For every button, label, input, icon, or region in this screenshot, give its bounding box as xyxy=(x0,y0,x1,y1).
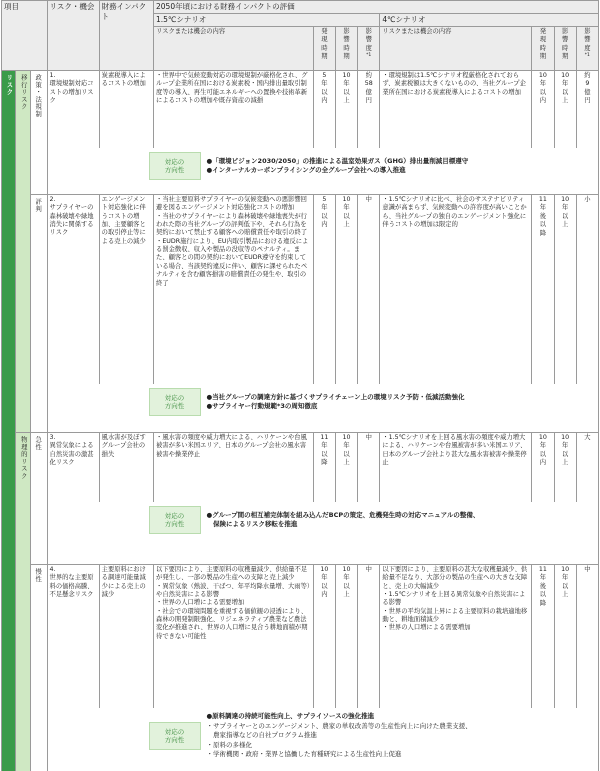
row4-impact: 主要原料における調達可能量減少による売上の減少 xyxy=(99,564,153,708)
response-label: 対応の 方向性 xyxy=(149,152,201,180)
header-item: 項目 xyxy=(2,1,48,71)
row4-content-15: 以下要因により、主要原料の収穫量減少、供給量不足が発生し、一部の製品の生産への支障と売上減少 ・異常気象（熱波、干ばつ、年平均降水量増、大雨等）や自然災害による影響 ・世界の人口増による需要増加 ・社会での環境問題を重視する価値観の浸透により、森林の開発制限強化、リジェネラティブ農業など農法変化が推進され、世界の人口増に見合う耕地面積が期待できない可能性 xyxy=(154,564,314,708)
row3-timing-4: 10 年 以 内 xyxy=(532,432,554,502)
category-physical: 物理的リスク xyxy=(16,432,30,771)
row4-response: 対応の 方向性 ●原料調達の持続可能性向上、サプライソースの強化推進 ・サプライヤーとのエンゲージメント、農家の単収改善等の生産性向上に向けた農業支援、 農家指導などの自社プログラム推進 ・原料の多様化 ・学術機関・政府・業界と協働した育種研究による生産性向上促進 xyxy=(47,708,598,771)
row1-title: 1. 環境規制対応コストの増加リスク xyxy=(47,70,99,148)
row4-impact-15: 10 年 以 上 xyxy=(335,564,357,708)
header-evaluation-title: 2050年頃における財務インパクトの評価 xyxy=(154,1,599,14)
category-chronic: 慢性 xyxy=(30,564,47,771)
row2-impact: エンゲージメント対応強化に伴うコストの増加、主要顧客との取引停止等による売上の減少 xyxy=(99,194,153,384)
header-financial-impact: 財務インパクト xyxy=(99,1,153,71)
header-content-4: リスクまたは機会の内容 xyxy=(380,26,532,70)
header-impact-15: 影 響 時 期 xyxy=(335,26,357,70)
row1-timing-15: 5 年 以 内 xyxy=(313,70,335,148)
row2-title: 2. サプライヤーの森林破壊や緑地消失に関係するリスク xyxy=(47,194,99,384)
category-reputation: 評判 xyxy=(30,194,47,432)
header-impact-4: 影 響 時 期 xyxy=(554,26,576,70)
category-risk: リスク xyxy=(2,70,16,771)
row1-magnitude-4: 約 9 億 円 xyxy=(576,70,598,148)
row3-content-15: ・風水害の頻度や威力増大による、ハリケーンや台風被害が多い米国エリア、日本のグループ会社の風水害被害や操業停止 xyxy=(154,432,314,502)
header-timing-15: 発 現 時 期 xyxy=(313,26,335,70)
header-magnitude-4: 影 響 度 *1 xyxy=(576,26,598,70)
header-timing-4: 発 現 時 期 xyxy=(532,26,554,70)
table-row xyxy=(2,432,599,502)
row2-timing-15: 5 年 以 内 xyxy=(313,194,335,384)
header-scenario-4: 4℃シナリオ xyxy=(380,13,599,26)
row2-magnitude-15: 中 xyxy=(358,194,380,384)
row4-magnitude-4: 中 xyxy=(576,564,598,708)
row1-impact: 炭素税導入によるコストの増加 xyxy=(99,70,153,148)
category-policy: 政策・法規制 xyxy=(30,70,47,194)
row3-magnitude-15: 中 xyxy=(358,432,380,502)
row4-content-4: 以下要因により、主要原料の甚大な収穫量減少、供給量不足なり、大部分の製品の生産への大きな支障と、売上の大幅減少 ・1.5℃シナリオを上回る異常気象や自然災害による影響 ・世界の平均気温上昇による主要原料の栽培適地移動と、耕地面積減少 ・世界の人口増による需要増加 xyxy=(380,564,532,708)
table-row xyxy=(2,564,599,708)
table-row xyxy=(2,70,599,148)
row1-magnitude-15: 約 58 億 円 xyxy=(358,70,380,148)
row1-impact-4: 10 年 以 上 xyxy=(554,70,576,148)
header-risk-opportunity: リスク・機会 xyxy=(47,1,99,71)
row4-magnitude-15: 中 xyxy=(358,564,380,708)
response-label: 対応の 方向性 xyxy=(149,388,201,416)
row3-title: 3. 異常気象による自然災害の激甚化リスク xyxy=(47,432,99,502)
table-row xyxy=(2,194,599,384)
row3-magnitude-4: 大 xyxy=(576,432,598,502)
row2-magnitude-4: 小 xyxy=(576,194,598,384)
row1-content-4: ・環境規制は1.5℃シナリオ程厳格化されておらず、炭素税額は大きくないものの、当社グループ企業所在国における炭素税導入によるコストの増加 xyxy=(380,70,532,148)
response-label: 対応の 方向性 xyxy=(149,722,201,750)
row3-content-4: ・1.5℃シナリオを上回る風水害の頻度や威力増大による、ハリケーンや台風被害が多い米国エリア、日本のグループ会社より甚大な風水害被害や操業停止 xyxy=(380,432,532,502)
row2-response: 対応の 方向性 ●当社グループの調達方針に基づくサプライチェーン上の環境リスク予防・低減活動強化 ●サプライヤー行動規範*3の周知徹底 xyxy=(47,384,598,432)
row3-timing-15: 11 年 以 降 xyxy=(313,432,335,502)
category-transition: 移行リスク xyxy=(16,70,30,432)
header-magnitude-15: 影 響 度 *1 xyxy=(358,26,380,70)
row1-impact-15: 10 年 以 上 xyxy=(335,70,357,148)
row2-content-4: ・1.5℃シナリオに比べ、社会のサステナビリティ意識が高まらず、気候変動への許容度が高いことから、当社グループの独自のエンゲージメント強化に伴うコストの増加は限定的 xyxy=(380,194,532,384)
header-content-15: リスクまたは機会の内容 xyxy=(154,26,314,70)
row4-title: 4. 世界的な主要原料の価格高騰、不足懸念リスク xyxy=(47,564,99,708)
row1-content-15: ・世界中で気候変動対応の環境規制が厳格化され、グループ企業所在国における炭素税・国内排出量取引制度等の導入、再生可能エネルギーへの置換や技術革新によるコストの増加や既存資産の減損 xyxy=(154,70,314,148)
row2-impact-4: 10 年 以 上 xyxy=(554,194,576,384)
row2-timing-4: 11 年 後 以 降 xyxy=(532,194,554,384)
row3-response: 対応の 方向性 ●グループ間の相互補完体制を組み込んだBCPの策定、危機発生時の対応マニュアルの整備、 保険によるリスク移転を推進 xyxy=(47,502,598,564)
row1-timing-4: 10 年 以 内 xyxy=(532,70,554,148)
category-acute: 急性 xyxy=(30,432,47,564)
header-scenario-15: 1.5℃シナリオ xyxy=(154,13,380,26)
row3-impact-15: 10 年 以 上 xyxy=(335,432,357,502)
climate-risk-table xyxy=(1,0,599,771)
response-label: 対応の 方向性 xyxy=(149,506,201,534)
row2-content-15: ・当社主要原料サプライヤーの気候変動への悪影響回避を図るエンゲージメント対応強化コストの増加 ・当社のサプライヤーにより森林破壊や緑地喪失が行われた際の当社グループの評判低下や、それら行為を契約において禁止する顧客への賠償責任や取引の終了 ・EUDR施行により、EU内取引製品における違反による罰金徴収、収入や製品の没収等のペナルティ。また、顧客との間の契約においてEUDR遵守を約束している場合、当該契約違反に伴い、顧客に課せられたペナルティを含む顧客損害の賠償責任の発生や、取引の終了 xyxy=(154,194,314,384)
row4-timing-15: 10 年 以 内 xyxy=(313,564,335,708)
row3-impact-4: 10 年 以 上 xyxy=(554,432,576,502)
row3-impact: 風水害が及ぼすグループ会社の損失 xyxy=(99,432,153,502)
row1-response: 対応の 方向性 ●「環境ビジョン2030/2050」の推進による温室効果ガス（GHG）排出量削減目標遵守 ●インターナルカーボンプライシングの全グループ会社への導入推進 xyxy=(47,148,598,194)
row2-impact-15: 10 年 以 上 xyxy=(335,194,357,384)
row4-timing-4: 11 年 後 以 降 xyxy=(532,564,554,708)
row4-impact-4: 10 年 以 上 xyxy=(554,564,576,708)
